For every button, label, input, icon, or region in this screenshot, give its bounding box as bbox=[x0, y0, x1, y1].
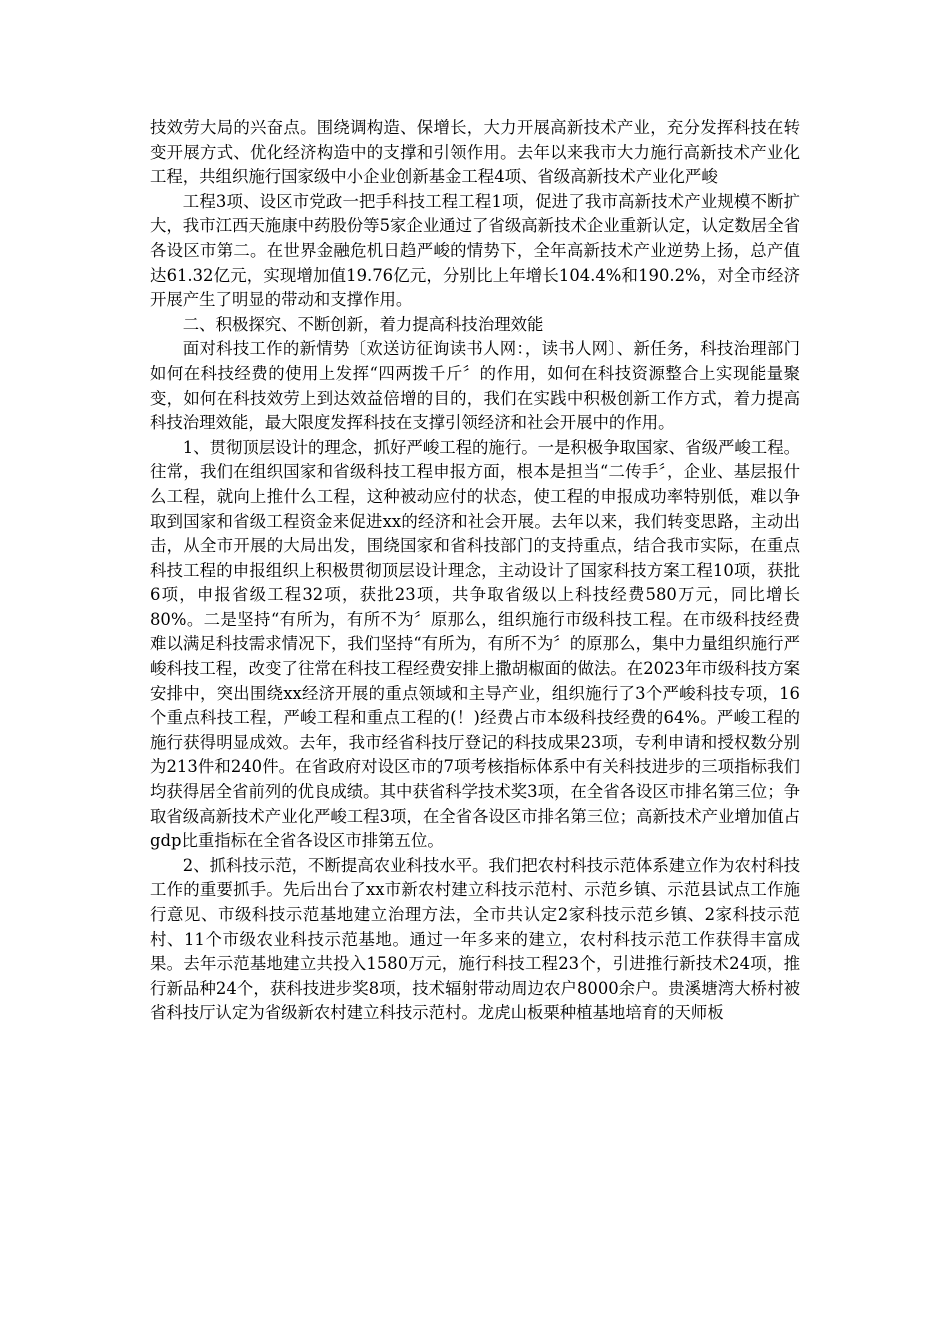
paragraph-4: 1、贯彻顶层设计的理念，抓好严峻工程的施行。一是积极争取国家、省级严峻工程。往常，我们在组织国家和省级科技工程申报方面，根本是担当“二传手〞，企业、基层报什么工程，就向上推什么工程，这种被动应付的状态，使工程的申报成功率特别低，难以争取到国家和省级工程资金来促进xx的经济和社会开展。去年以来，我们转变思路，主动出击，从全市开展的大局出发，围绕国家和省科技部门的支持重点，结合我市实际，在重点科技工程的申报组织上积极贯彻顶层设计理念，主动设计了国家科技方案工程10项，获批6项，申报省级工程32项，获批23项，共争取省级以上科技经费580万元，同比增长80%。二是坚持“有所为，有所不为〞原那么，组织施行市级科技工程。在市级科技经费难以满足科技需求情况下，我们坚持“有所为，有所不为〞的原那么，集中力量组织施行严峻科技工程，改变了往常在科技工程经费安排上撒胡椒面的做法。在2023年市级科技方案安排中，突出围绕xx经济开展的重点领域和主导产业，组织施行了3个严峻科技专项，16个重点科技工程，严峻工程和重点工程的(！)经费占市本级科技经费的64%。严峻工程的施行获得明显成效。去年，我市经省科技厅登记的科技成果23项，专利申请和授权数分别为213件和240件。在省政府对设区市的7项考核指标体系中有关科技进步的三项指标我们均获得居全省前列的优良成绩。其中获省科学技术奖3项，在全省各设区市排名第三位；争取省级高新技术产业化严峻工程3项，在全省各设区市排名第三位；高新技术产业增加值占gdp比重指标在全省各设区市排第五位。 bbox=[150, 437, 800, 851]
paragraph-5: 2、抓科技示范，不断提高农业科技水平。我们把农村科技示范体系建立作为农村科技工作的重要抓手。先后出台了xx市新农村建立科技示范村、示范乡镇、示范县试点工作施行意见、市级科技示范基地建立治理方法，全市共认定2家科技示范乡镇、2家科技示范村、11个市级农业科技示范基地。通过一年多来的建立，农村科技示范工作获得丰富成果。去年示范基地建立共投入1580万元，施行科技工程23个，引进推行新技术24项，推行新品种24个，获科技进步奖8项，技术辐射带动周边农户8000余户。贵溪塘湾大桥村被省科技厅认定为省级新农村建立科技示范村。龙虎山板栗种植基地培育的天师板 bbox=[150, 855, 800, 1023]
section-heading: 二、积极探究、不断创新，着力提高科技治理效能 bbox=[182, 314, 544, 334]
paragraph-3: 面对科技工作的新情势〔欢送访征询读书人网：，读书人网〕、新任务，科技治理部门如何在科技经费的使用上发挥“四两拨千斤〞的作用，如何在科技资源整合上实现能量聚变，如何在科技效劳上到达效益倍增的目的，我们在实践中积极创新工作方式，着力提高科技治理效能，最大限度发挥科技在支撑引领经济和社会开展中的作用。 bbox=[150, 339, 800, 433]
paragraph-2: 工程3项、设区市党政一把手科技工程工程1项，促进了我市高新技术产业规模不断扩大，我市江西天施康中药股份等5家企业通过了省级高新技术企业重新认定，认定数居全省各设区市第二。在世界金融危机日趋严峻的情势下，全年高新技术产业逆势上扬，总产值达61.32亿元，实现增加值19.76亿元，分别比上年增长104.4%和190.2%，对全市经济开展产生了明显的带动和支撑作用。 bbox=[150, 191, 800, 310]
document-page bbox=[150, 116, 800, 1026]
paragraph-1: 技效劳大局的兴奋点。围绕调构造、保增长，大力开展高新技术产业，充分发挥科技在转变开展方式、优化经济构造中的支撑和引领作用。去年以来我市大力施行高新技术产业化工程，共组织施行国家级中小企业创新基金工程4项、省级高新技术产业化严峻 bbox=[150, 118, 800, 187]
